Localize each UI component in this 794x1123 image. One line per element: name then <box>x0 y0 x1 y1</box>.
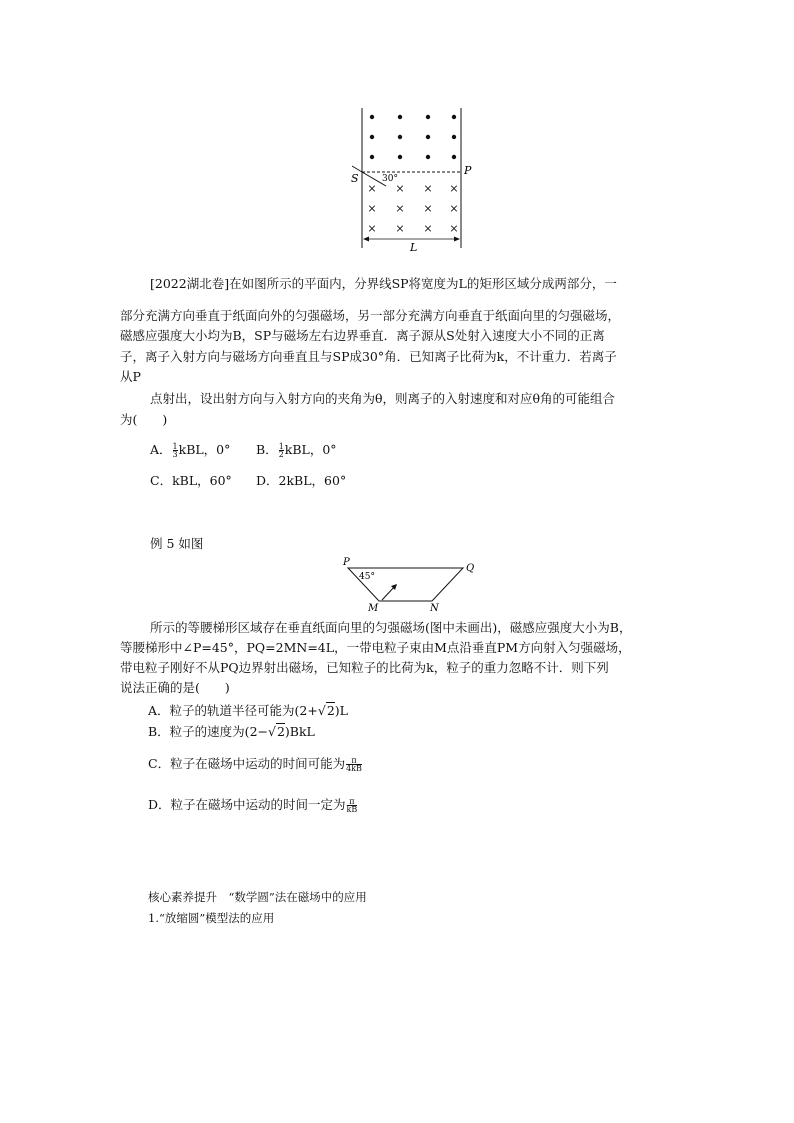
fig-label-q: Q <box>466 563 475 574</box>
section-title: 核心素养提升 “数学圆”法在磁场中的应用 <box>148 890 367 904</box>
into-page-crosses <box>367 182 458 235</box>
label-l: L <box>410 241 418 254</box>
problem1-line4: 子，离子入射方向与磁场方向垂直且与SP成30°角．已知离子比荷为k，不计重力．若离子 <box>120 349 617 364</box>
svg-text:×: × <box>367 182 377 195</box>
svg-text:×: × <box>395 182 405 195</box>
svg-text:×: × <box>423 222 433 235</box>
svg-text:×: × <box>395 222 405 235</box>
example5-option-b: B．粒子的速度为(2−√2)BkL <box>148 724 315 739</box>
width-arrow-right <box>454 237 460 242</box>
trapezoid-figure <box>338 554 484 616</box>
problem1-option-d: D．2kBL，60° <box>256 473 347 488</box>
problem1-option-a: A． $\frac{1}{3}$ kBL，0° <box>150 442 231 459</box>
label-p: P <box>464 164 472 177</box>
example5-line4: 说法正确的是( ) <box>120 680 230 695</box>
svg-text:×: × <box>367 222 377 235</box>
problem1-option-b: B． $\frac{1}{2}$ kBL，0° <box>256 442 337 459</box>
svg-text:×: × <box>423 202 433 215</box>
angle-label: 30° <box>382 174 398 184</box>
example5-option-c: C．粒子在磁场中运动的时间可能为 $\frac{\pi}{4kB}$ <box>148 756 362 773</box>
svg-text:×: × <box>367 202 377 215</box>
example5-line3: 带电粒子刚好不从PQ边界射出磁场，已知粒子的比荷为k，粒子的重力忽略不计．则下列 <box>120 660 609 675</box>
fig-label-n: N <box>430 603 439 614</box>
example5-option-a: A．粒子的轨道半径可能为(2+√2)L <box>148 703 348 718</box>
svg-text:×: × <box>449 222 459 235</box>
fig-label-p: P <box>343 557 350 568</box>
problem1-line6: 点射出，设出射方向与入射方向的夹角为θ，则离子的入射速度和对应θ角的可能组合 <box>150 391 616 406</box>
example5-line2: 等腰梯形中∠P=45°，PQ=2MN=4L，一带电粒子束由M点沿垂直PM方向射入匀强磁场， <box>120 640 631 655</box>
svg-text:×: × <box>449 182 459 195</box>
svg-text:×: × <box>423 182 433 195</box>
example5-line1: 所示的等腰梯形区域存在垂直纸面向里的匀强磁场(图中未画出)，磁感应强度大小为B， <box>150 620 632 635</box>
label-s: S <box>351 172 359 185</box>
example5-option-d: D．粒子在磁场中运动的时间一定为 $\frac{\pi}{kB}$ <box>148 797 358 814</box>
fig-angle-label: 45° <box>359 572 375 582</box>
problem1-line5: 从P <box>120 369 141 384</box>
example5-heading: 例 5 如图 <box>150 536 204 551</box>
svg-text:×: × <box>449 202 459 215</box>
problem1-line2: 部分充满方向垂直于纸面向外的匀强磁场，另一部分充满方向垂直于纸面向里的匀强磁场， <box>120 308 621 323</box>
out-of-page-dots <box>370 115 456 159</box>
problem1-option-c: C．kBL，60° <box>150 473 232 488</box>
fig-label-m: M <box>368 603 379 614</box>
problem1-line3: 磁感应强度大小均为B，SP与磁场左右边界垂直．离子源从S处射入速度大小不同的正离 <box>120 328 605 343</box>
magnetic-field-figure <box>340 108 490 254</box>
width-arrow-left <box>363 237 369 242</box>
svg-text:×: × <box>395 202 405 215</box>
section-subtitle: 1.“放缩圆”模型法的应用 <box>148 911 275 925</box>
problem1-line1: [2022湖北卷]在如图所示的平面内，分界线SP将宽度为L的矩形区域分成两部分，一 <box>150 276 617 291</box>
problem1-line7: 为( ) <box>120 412 168 427</box>
